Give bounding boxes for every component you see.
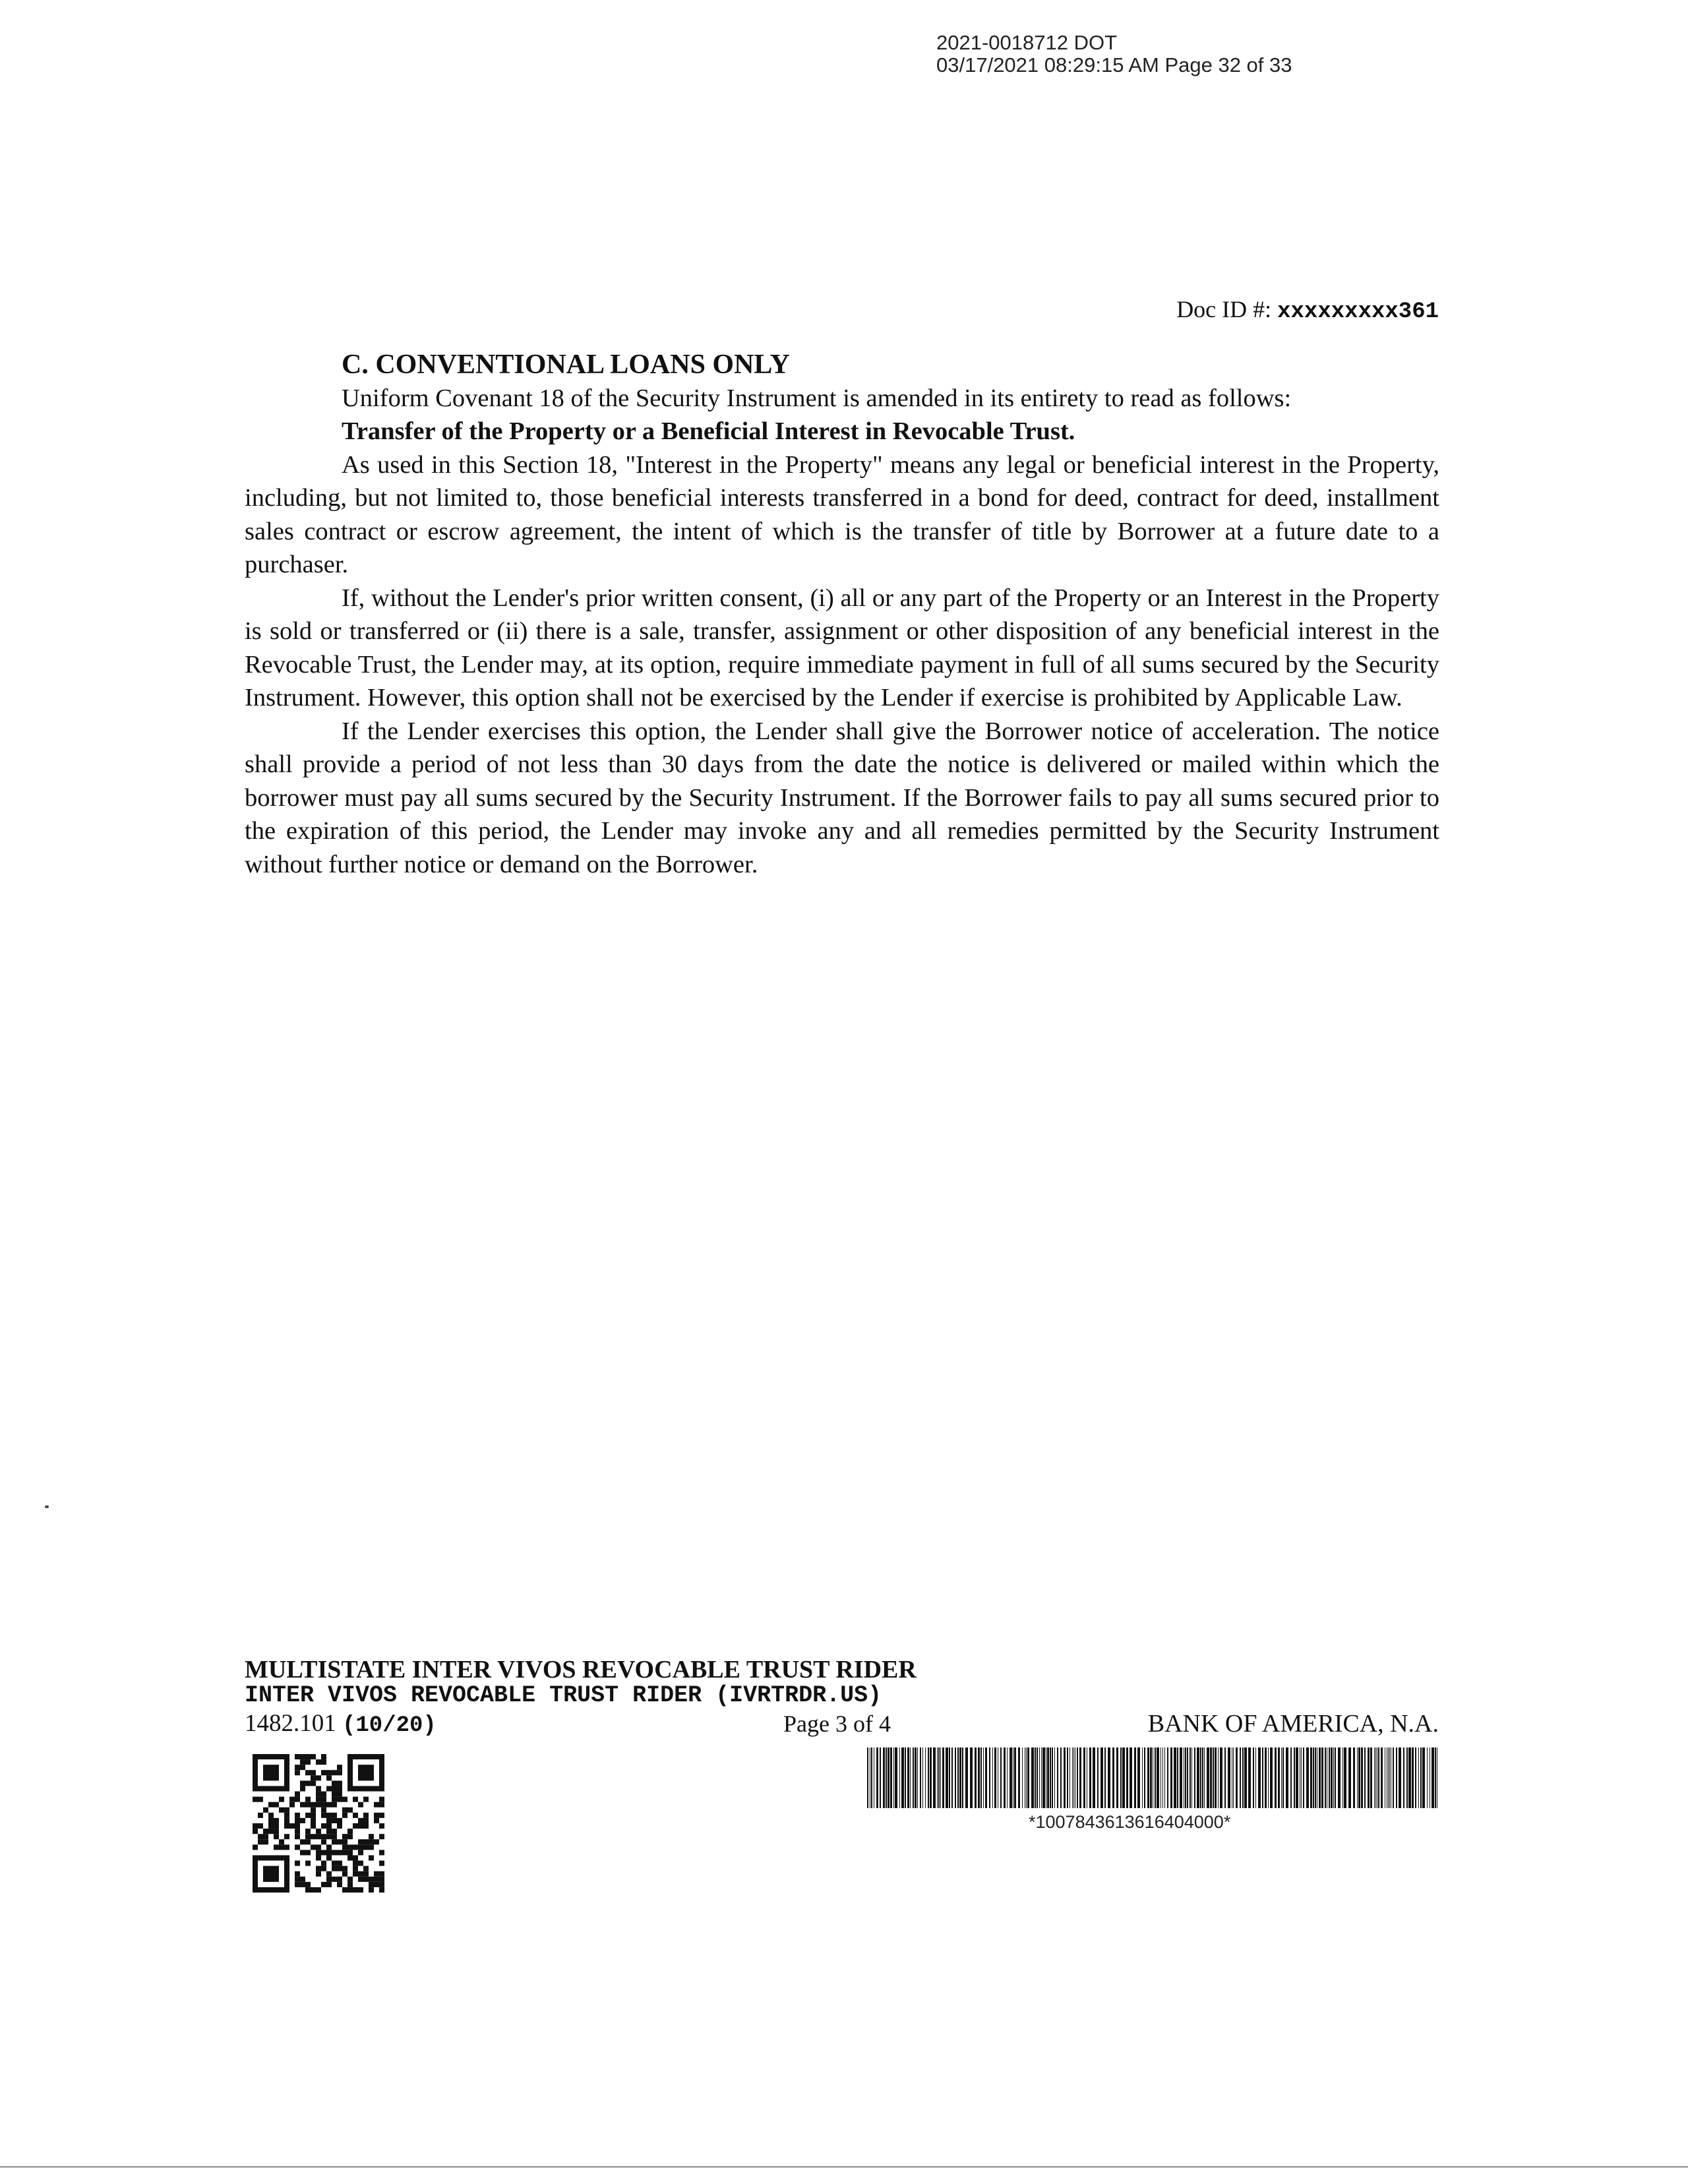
recording-stamp [936,32,1292,76]
paragraph-definition: As used in this Section 18, "Interest in the Property" means any legal or beneficial interest in the Property, including, but not limited to, those beneficial interests transferred in a bond for deed, contract for deed, installment sales contract or escrow agreement, the intent of which is the transfer of title by Borrower at a future date to a purchaser. [245,450,1439,578]
page-indicator: Page 3 of 4 [783,1711,891,1737]
section-subheading: Transfer of the Property or a Beneficial Interest in Revocable Trust. [342,417,1075,445]
barcode-icon [867,1747,1438,1808]
doc-id [1176,295,1439,324]
section-heading: C. CONVENTIONAL LOANS ONLY [342,349,790,380]
doc-id-label: Doc ID #: [1176,296,1278,322]
recording-number: 2021-0018712 DOT [936,31,1118,54]
form-date: (10/20) [342,1713,437,1738]
footer-title: MULTISTATE INTER VIVOS REVOCABLE TRUST RIDER [245,1656,917,1684]
paragraph-acceleration: If the Lender exercises this option, the Lender shall give the Borrower notice of acceleration. The notice shall provide a period of not less than 30 days from the date the notice is delivered or mailed within which the borrower must pay all sums secured by the Security Instrument. If the Borrower fails to pay all sums secured prior to the expiration of this period, the Lender may invoke any and all remedies permitted by the Security Instrument without further notice or demand on the Borrower. [245,717,1439,878]
doc-id-value: xxxxxxxxx361 [1277,299,1439,324]
bottom-rule [0,2166,1688,2168]
barcode-number: *1007843613616404000* [1029,1812,1231,1832]
section-intro: Uniform Covenant 18 of the Security Instrument is amended in its entirety to read as follows: [342,384,1292,412]
lender-name: BANK OF AMERICA, N.A. [1147,1710,1439,1738]
paragraph-transfer: If, without the Lender's prior written consent, (i) all or any part of the Property or an Interest in the Property is sold or transferred or (ii) there is a sale, transfer, assignment or other disposition of any beneficial interest in the Revocable Trust, the Lender may, at its option, require immediate payment in full of all sums secured by the Security Instrument. However, this option shall not be exercised by the Lender if exercise is prohibited by Applicable Law. [245,584,1439,712]
footer-subtitle: INTER VIVOS REVOCABLE TRUST RIDER (IVRTRDR.US) [245,1682,882,1709]
form-number-value: 1482.101 [245,1710,342,1737]
form-number [245,1711,437,1739]
section-c [245,348,1439,881]
scan-speck [45,1505,49,1508]
recording-datetime: 03/17/2021 08:29:15 AM Page 32 of 33 [936,53,1292,76]
qr-code-icon [253,1754,384,1893]
